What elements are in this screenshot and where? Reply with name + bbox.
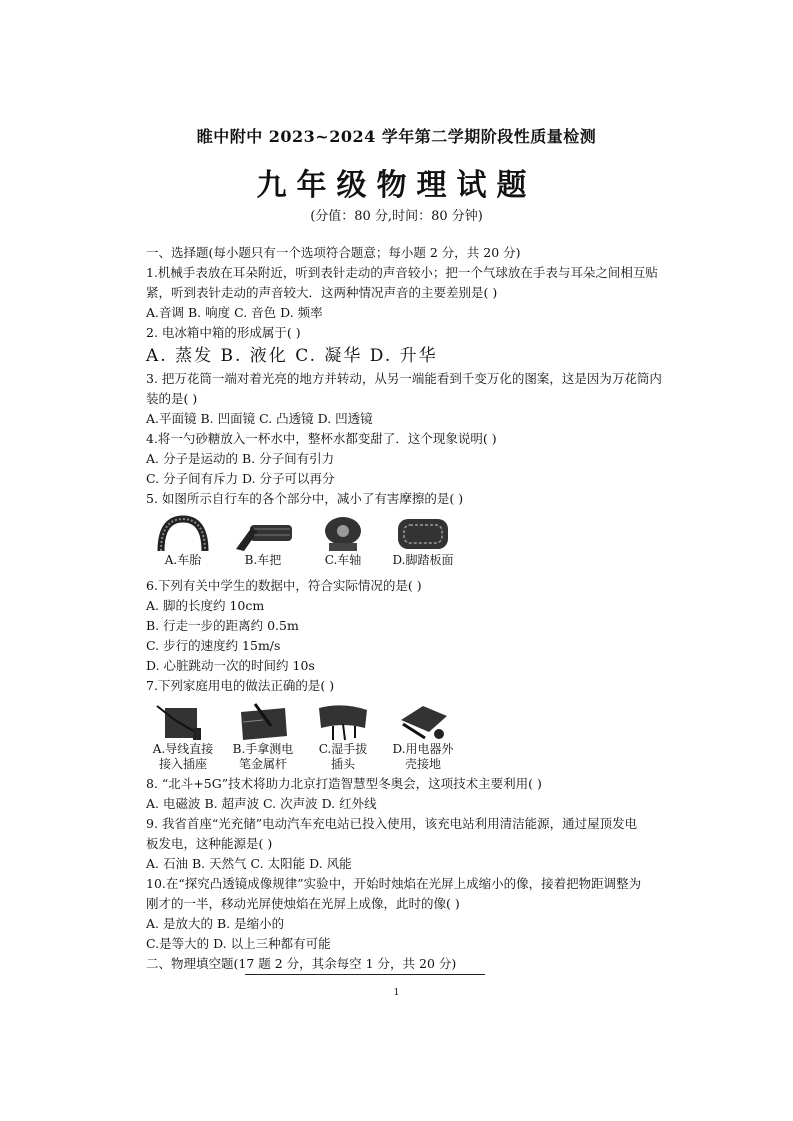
- q7-caption-d-line1: D.用电器外: [392, 742, 454, 756]
- q5-caption-d: D.脚踏板面: [392, 553, 454, 567]
- q3-options: A.平面镜 B. 凹面镜 C. 凸透镜 D. 凹透镜: [146, 411, 373, 426]
- q10-options-ab: A. 是放大的 B. 是缩小的: [146, 916, 285, 931]
- score-time-info: (分值：80 分,时间：80 分钟): [310, 209, 483, 224]
- footer-divider: [245, 974, 485, 975]
- wet-hand-plug-icon: [315, 702, 371, 742]
- section1-heading: 一、选择题(每小题只有一个选项符合题意；每小题 2 分，共 20 分): [146, 245, 521, 260]
- q7-figure-row: [152, 702, 686, 772]
- q5-figure-c: [312, 515, 374, 568]
- q5-figure-d: [392, 515, 454, 568]
- q10-line1: 10.在“探究凸透镜成像规律”实验中，开始时烛焰在光屏上成缩小的像，接着把物距调整为: [146, 876, 642, 891]
- q5-caption-b: B.车把: [244, 553, 282, 567]
- q4-options-cd: C. 分子间有斥力 D. 分子可以再分: [146, 471, 335, 486]
- q5-figure-a: [152, 515, 214, 568]
- school-header: 睢中附中 2023~2024 学年第二学期阶段性质量检测: [196, 127, 597, 146]
- q7-caption-a-line2: 接入插座: [158, 757, 207, 771]
- bicycle-axle-icon: [315, 515, 371, 553]
- q7-caption-a-line1: A.导线直接: [152, 742, 214, 756]
- q1-line1: 1.机械手表放在耳朵附近，听到表针走动的声音较小；把一个气球放在手表与耳朵之间相互贴: [146, 265, 658, 280]
- q1-line2: 紧，听到表针走动的声音较大．这两种情况声音的主要差别是( ): [146, 285, 498, 300]
- q6-option-d: D. 心脏跳动一次的时间约 10s: [146, 658, 315, 673]
- q10-options-cd: C.是等大的 D. 以上三种都有可能: [146, 936, 331, 951]
- q8-options: A. 电磁波 B. 超声波 C. 次声波 D. 红外线: [146, 796, 377, 811]
- q9-options: A. 石油 B. 天然气 C. 太阳能 D. 风能: [146, 856, 352, 871]
- q5-figure-row: [152, 515, 686, 568]
- bicycle-handlebar-icon: [232, 515, 294, 553]
- appliance-ground-icon: [395, 702, 451, 742]
- q7-figure-b: [232, 702, 294, 772]
- q3-line2: 装的是( ): [146, 391, 198, 406]
- q2-options: A. 蒸发 B. 液化 C. 凝华 D. 升华: [146, 346, 438, 366]
- test-pen-hand-icon: [235, 702, 291, 742]
- q7-caption-b-line1: B.手拿测电: [232, 742, 294, 756]
- page-number: 1: [393, 988, 400, 998]
- q7-caption-c-line2: 插头: [330, 757, 355, 771]
- q7-caption-b-line2: 笔金属杆: [238, 757, 287, 771]
- q5-stem: 5. 如图所示自行车的各个部分中，减小了有害摩擦的是( ): [146, 491, 464, 506]
- q6-option-c: C. 步行的速度约 15m/s: [146, 638, 281, 653]
- q8-stem: 8. “北斗+5G”技术将助力北京打造智慧型冬奥会，这项技术主要利用( ): [146, 776, 542, 791]
- bicycle-pedal-icon: [392, 515, 454, 553]
- question-content: [146, 243, 686, 974]
- q7-figure-c: [312, 702, 374, 772]
- q7-stem: 7.下列家庭用电的做法正确的是( ): [146, 678, 335, 693]
- wire-in-socket-icon: [155, 702, 211, 742]
- q7-caption-d-line2: 壳接地: [404, 757, 441, 771]
- q5-caption-c: C.车轴: [324, 553, 362, 567]
- bicycle-tire-icon: [155, 515, 211, 553]
- q7-figure-a: [152, 702, 214, 772]
- q10-line2: 刚才的一半，移动光屏使烛焰在光屏上成像，此时的像( ): [146, 896, 460, 911]
- q9-line2: 板发电，这种能源是( ): [146, 836, 273, 851]
- q7-figure-d: [392, 702, 454, 772]
- section2-heading: 二、物理填空题(17 题 2 分，其余每空 1 分，共 20 分): [146, 956, 457, 971]
- q2-stem: 2. 电冰箱中箱的形成属于( ): [146, 325, 301, 340]
- q9-line1: 9. 我省首座“光充储”电动汽车充电站已投入使用，该充电站利用清洁能源，通过屋顶发电: [146, 816, 638, 831]
- q1-options: A.音调 B. 响度 C. 音色 D. 频率: [146, 305, 323, 320]
- q4-stem: 4.将一勺砂糖放入一杯水中，整杯水都变甜了．这个现象说明( ): [146, 431, 497, 446]
- q5-figure-b: [232, 515, 294, 568]
- exam-title: 九年级物理试题: [256, 168, 537, 203]
- q3-line1: 3. 把万花筒一端对着光亮的地方并转动，从另一端能看到千变万化的图案，这是因为万花筒内: [146, 371, 662, 386]
- q5-caption-a: A.车胎: [164, 553, 202, 567]
- q6-option-b: B. 行走一步的距离约 0.5m: [146, 618, 299, 633]
- q6-stem: 6.下列有关中学生的数据中，符合实际情况的是( ): [146, 578, 422, 593]
- q6-option-a: A. 脚的长度约 10cm: [146, 598, 265, 613]
- q7-caption-c-line1: C.湿手拔: [318, 742, 368, 756]
- q4-options-ab: A. 分子是运动的 B. 分子间有引力: [146, 451, 335, 466]
